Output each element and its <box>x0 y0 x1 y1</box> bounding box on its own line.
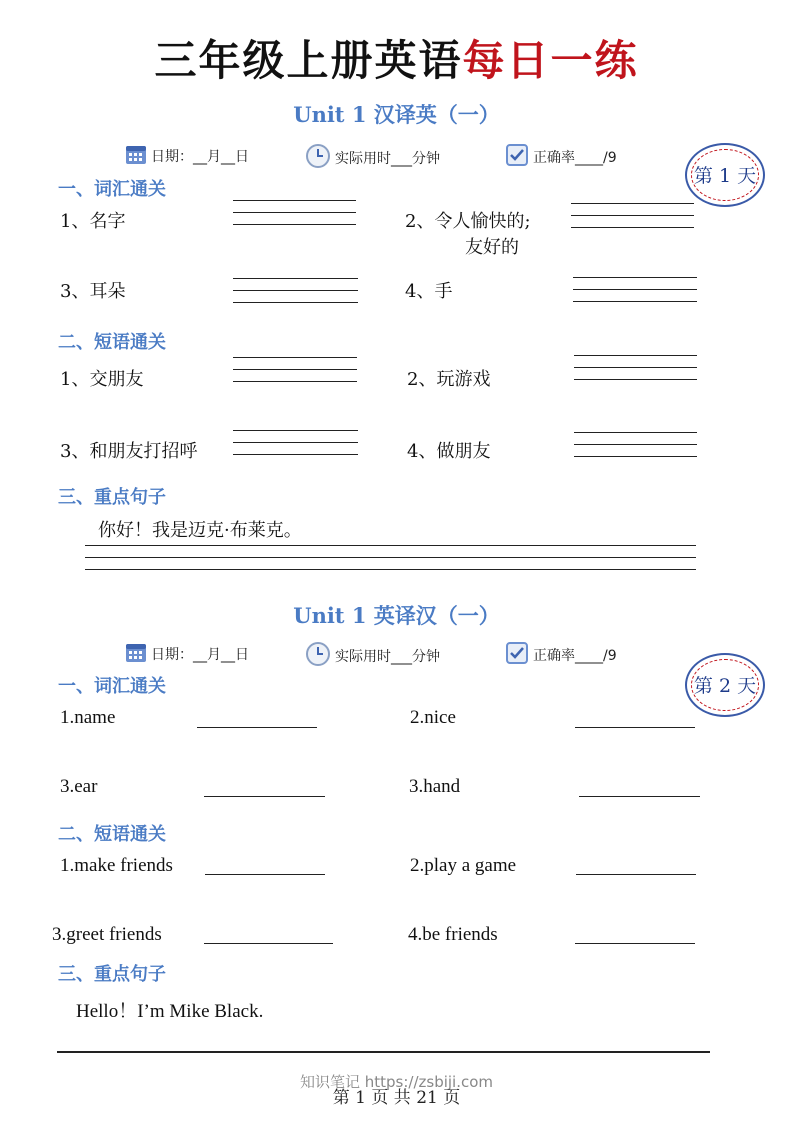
unit-title-day1: Unit 1 汉译英（一） <box>293 102 500 127</box>
time-meta-day2: 实际用时___分钟 <box>305 641 440 671</box>
date-meta-day1: 日期：__月__日 <box>125 143 249 169</box>
page-number: 第 1 页 共 21 页 <box>332 1088 461 1108</box>
accuracy-meta-day1: 正确率____/9 <box>505 143 617 171</box>
answer-line <box>204 943 333 944</box>
answer-line <box>197 727 317 728</box>
vocab-item-4: 4、手 <box>405 281 453 302</box>
answer-line <box>576 874 696 875</box>
answer-lines <box>571 203 694 239</box>
page-title <box>0 28 793 88</box>
vocab-item-1: 1、名字 <box>60 211 126 232</box>
vocab-item-1-en: 1.name <box>60 707 116 728</box>
section-phrase-day2: 二、短语通关 <box>58 824 166 845</box>
phrase-item-3: 3、和朋友打招呼 <box>60 441 198 462</box>
vocab-item-2: 2、令人愉快的; <box>405 211 531 232</box>
phrase-item-2: 2、玩游戏 <box>407 369 491 390</box>
time-meta-day1: 实际用时___分钟 <box>305 143 440 173</box>
answer-lines <box>233 200 356 236</box>
vocab-item-3-en: 3.ear <box>60 776 98 797</box>
answer-line <box>575 727 695 728</box>
phrase-item-2-en: 2.play a game <box>410 855 517 876</box>
accuracy-meta-day2: 正确率____/9 <box>505 641 617 669</box>
answer-line <box>204 796 325 797</box>
answer-lines <box>574 355 697 391</box>
section-vocab-day1: 一、词汇通关 <box>58 179 166 200</box>
date-meta-day2: 日期：__月__日 <box>125 641 249 667</box>
checkbox-icon <box>505 641 529 669</box>
vocab-item-3: 3、耳朵 <box>60 281 126 302</box>
vocab-item-2-cont: 友好的 <box>465 237 519 258</box>
phrase-item-1-en: 1.make friends <box>60 855 173 876</box>
section-sentence-day2: 三、重点句子 <box>58 964 166 985</box>
clock-icon <box>305 641 331 671</box>
key-sentence-en: Hello！I’m Mike Black. <box>76 1001 264 1022</box>
day-badge-2: 第 2 天 <box>685 653 765 717</box>
answer-lines <box>233 278 358 314</box>
day-badge-1: 第 1 天 <box>685 143 765 207</box>
answer-line <box>57 1051 710 1053</box>
section-sentence-day1: 三、重点句子 <box>58 487 166 508</box>
key-sentence: 你好！我是迈克·布莱克。 <box>98 520 302 541</box>
vocab-item-2-en: 2.nice <box>410 707 456 728</box>
clock-icon <box>305 143 331 173</box>
answer-lines <box>233 357 357 393</box>
calendar-icon <box>125 641 147 667</box>
calendar-icon <box>125 143 147 169</box>
answer-line <box>579 796 700 797</box>
answer-lines <box>574 432 697 468</box>
title-accent: 每日一练 <box>462 36 639 85</box>
vocab-item-4-en: 3.hand <box>409 776 461 797</box>
sentence-lines <box>85 545 696 581</box>
phrase-item-4-en: 4.be friends <box>408 924 498 945</box>
answer-lines <box>573 277 697 313</box>
watermark: 知识笔记 https://zsbiji.com <box>299 1073 494 1091</box>
unit-title-day2: Unit 1 英译汉（一） <box>293 603 500 628</box>
checkbox-icon <box>505 143 529 171</box>
answer-line <box>205 874 325 875</box>
phrase-item-3-en: 3.greet friends <box>52 924 162 945</box>
phrase-item-1: 1、交朋友 <box>60 369 144 390</box>
phrase-item-4: 4、做朋友 <box>407 441 491 462</box>
section-vocab-day2: 一、词汇通关 <box>58 676 166 697</box>
answer-line <box>575 943 695 944</box>
section-phrase-day1: 二、短语通关 <box>58 332 166 353</box>
answer-lines <box>233 430 358 466</box>
title-main: 三年级上册英语 <box>154 36 463 85</box>
